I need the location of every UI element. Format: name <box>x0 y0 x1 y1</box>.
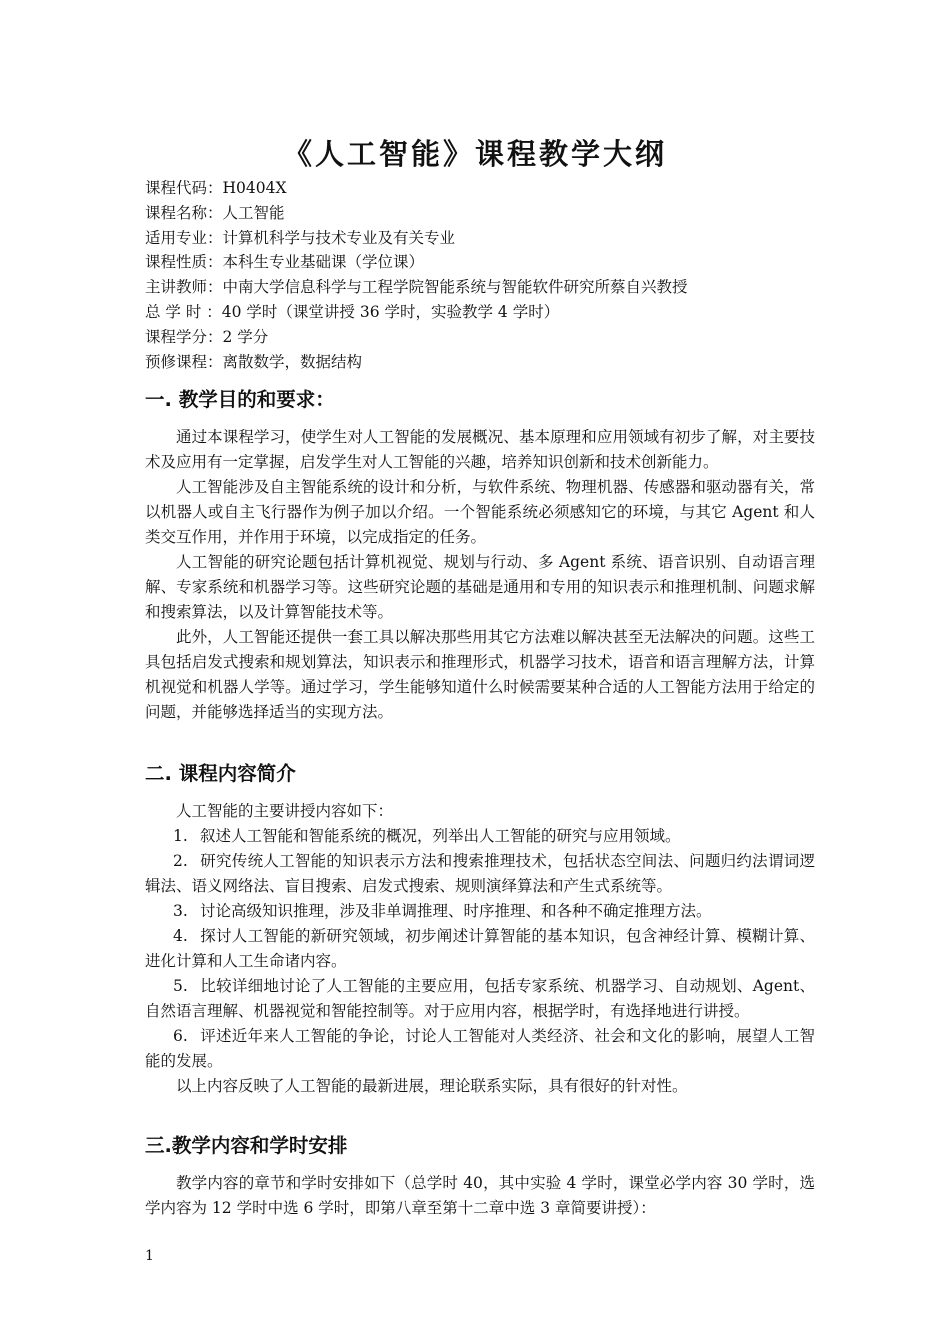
page-number: 1 <box>145 1248 154 1264</box>
course-nature: 课程性质：本科生专业基础课（学位课） <box>145 253 425 272</box>
list-item: 2. 研究传统人工智能的知识表示方法和搜索推理技术，包括状态空间法、问题归约法谓词逻辑法、语义网络法、盲目搜索、启发式搜索、规则演绎算法和产生式系统等。 <box>145 852 815 895</box>
course-credits: 课程学分：2 学分 <box>145 327 269 346</box>
paragraph: 教学内容的章节和学时安排如下（总学时 40，其中实验 4 学时，课堂必学内容 30 学时，选学内容为 12 学时中选 6 学时，即第八章至第十二章中选 3 章简要讲授）： <box>145 1174 815 1217</box>
list-item: 1. 叙述人工智能和智能系统的概况，列举出人工智能的研究与应用领域。 <box>173 827 681 845</box>
course-name: 课程名称：人工智能 <box>145 203 285 222</box>
applicable-major: 适用专业：计算机科学与技术专业及有关专业 <box>145 228 456 247</box>
list-item: 5. 比较详细地讨论了人工智能的主要应用，包括专家系统、机器学习、自动规划、Agent、自然语言理解、机器视觉和智能控制等。对于应用内容，根据学时，有选择地进行讲授。 <box>145 977 815 1020</box>
list-item: 4. 探讨人工智能的新研究领域，初步阐述计算智能的基本知识，包含神经计算、模糊计算、进化计算和人工生命诸内容。 <box>145 927 815 970</box>
paragraph: 通过本课程学习，使学生对人工智能的发展概况、基本原理和应用领域有初步了解，对主要技术及应用有一定掌握，启发学生对人工智能的兴趣，培养知识创新和技术创新能力。 <box>145 428 815 471</box>
section-schedule <box>145 1133 815 1221</box>
course-info-block <box>145 176 825 374</box>
list-item: 3. 讨论高级知识推理，涉及非单调推理、时序推理、和各种不确定推理方法。 <box>173 902 712 920</box>
total-hours: 总 学 时 ：40 学时（课堂讲授 36 学时，实验教学 4 学时） <box>145 302 560 321</box>
section-teaching-goals <box>145 387 815 725</box>
lecturer: 主讲教师：中南大学信息科学与工程学院智能系统与智能软件研究所蔡自兴教授 <box>145 278 688 297</box>
course-code: 课程代码：H0404X <box>145 179 287 197</box>
section-heading: 三.教学内容和学时安排 <box>145 1134 348 1157</box>
section-heading: 二. 课程内容简介 <box>145 762 296 785</box>
prerequisites: 预修课程：离散数学，数据结构 <box>145 352 363 371</box>
paragraph: 人工智能的研究论题包括计算机视觉、规划与行动、多 Agent 系统、语音识别、自动语言理解、专家系统和机器学习等。这些研究论题的基础是通用和专用的知识表示和推理机制、问题求解和搜索算法，以及计算智能技术等。 <box>145 553 815 621</box>
paragraph: 人工智能的主要讲授内容如下： <box>176 802 394 820</box>
paragraph: 以上内容反映了人工智能的最新进展，理论联系实际，具有很好的针对性。 <box>176 1077 688 1095</box>
paragraph: 此外，人工智能还提供一套工具以解决那些用其它方法难以解决甚至无法解决的问题。这些工具包括启发式搜索和规划算法，知识表示和推理形式，机器学习技术，语音和语言理解方法，计算机视觉和机器人学等。通过学习，学生能够知道什么时候需要某种合适的人工智能方法用于给定的问题，并能够选择适当的实现方法。 <box>145 628 815 721</box>
list-item: 6. 评述近年来人工智能的争论，讨论人工智能对人类经济、社会和文化的影响，展望人工智能的发展。 <box>145 1027 815 1070</box>
paragraph: 人工智能涉及自主智能系统的设计和分析，与软件系统、物理机器、传感器和驱动器有关，常以机器人或自主飞行器作为例子加以介绍。一个智能系统必须感知它的环境，与其它 Agent 和人类交互作用，并作用于环境，以完成指定的任务。 <box>145 478 815 546</box>
section-heading: 一. 教学目的和要求： <box>145 388 335 411</box>
section-course-content <box>145 761 815 1099</box>
document-title: 《人工智能》课程教学大纲 <box>282 137 667 171</box>
